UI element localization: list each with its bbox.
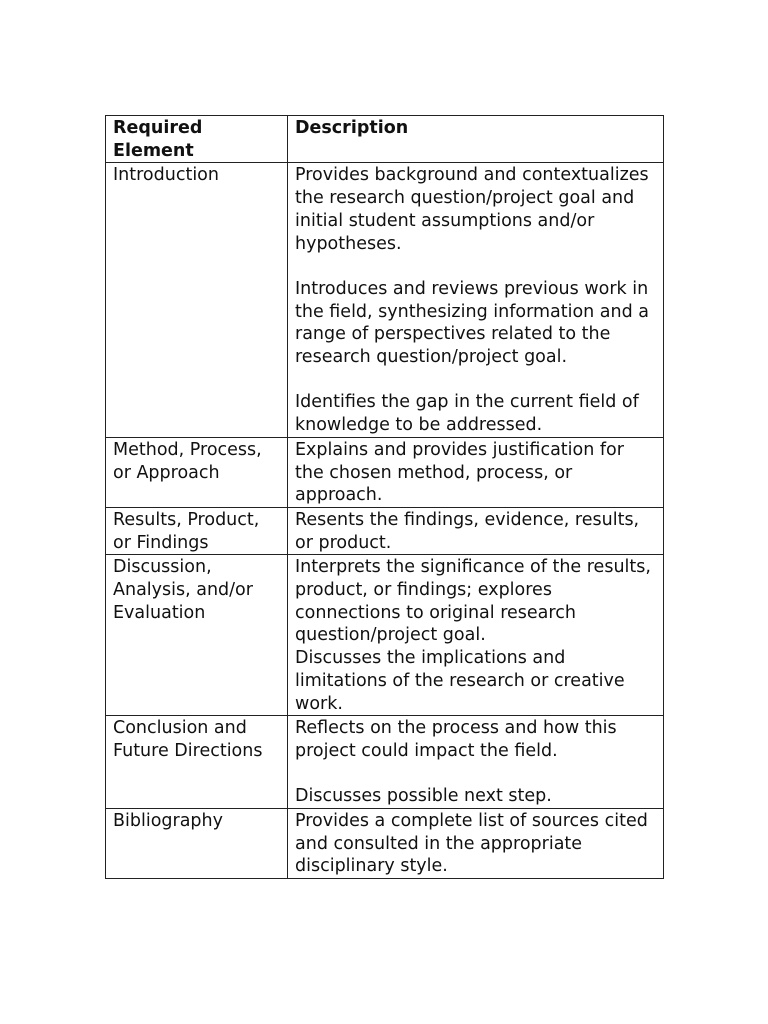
element-cell: Discussion, Analysis, and/or Evaluation xyxy=(106,555,288,716)
element-cell: Results, Product, or Findings xyxy=(106,507,288,554)
description-cell xyxy=(288,507,664,554)
header-row xyxy=(106,116,664,163)
element-cell: Method, Process, or Approach xyxy=(106,437,288,507)
description-paragraph: Reflects on the process and how this project could impact the field. xyxy=(295,718,617,761)
description-paragraph: Discusses the implications and limitations of the research or creative work. xyxy=(295,648,625,714)
table-row xyxy=(106,507,664,554)
description-paragraph: Identifies the gap in the current field of knowledge to be addressed. xyxy=(295,392,639,436)
description-paragraph: Interprets the significance of the results, product, or findings; explores connections to original research question/project goal. xyxy=(295,557,651,646)
element-cell: Bibliography xyxy=(106,809,288,879)
header-required-element: Required Element xyxy=(106,116,288,163)
description-paragraph: Discusses possible next step. xyxy=(295,786,552,807)
description-cell xyxy=(288,555,664,716)
element-cell: Conclusion and Future Directions xyxy=(106,716,288,809)
description-paragraph: Provides background and contextualizes the research question/project goal and initial student assumptions and/or hypotheses. xyxy=(295,165,649,254)
description-paragraph: Provides a complete list of sources cited and consulted in the appropriate disciplinary style. xyxy=(295,811,648,877)
description-cell xyxy=(288,716,664,809)
header-description: Description xyxy=(288,116,664,163)
description-cell xyxy=(288,437,664,507)
requirements-table xyxy=(105,115,664,879)
table-body xyxy=(106,163,664,879)
description-cell xyxy=(288,163,664,437)
description-paragraph: Resents the findings, evidence, results, or product. xyxy=(295,509,640,553)
table-header xyxy=(106,116,664,163)
table-row xyxy=(106,163,664,437)
table-row xyxy=(106,716,664,809)
description-paragraph: Explains and provides justification for the chosen method, process, or approach. xyxy=(295,439,624,506)
description-cell xyxy=(288,809,664,879)
table-row xyxy=(106,809,664,879)
description-paragraph: Introduces and reviews previous work in the field, synthesizing information and a range of perspectives related to the research question/project goal. xyxy=(295,278,650,368)
element-cell: Introduction xyxy=(106,163,288,437)
table-row xyxy=(106,437,664,507)
table-row xyxy=(106,555,664,716)
